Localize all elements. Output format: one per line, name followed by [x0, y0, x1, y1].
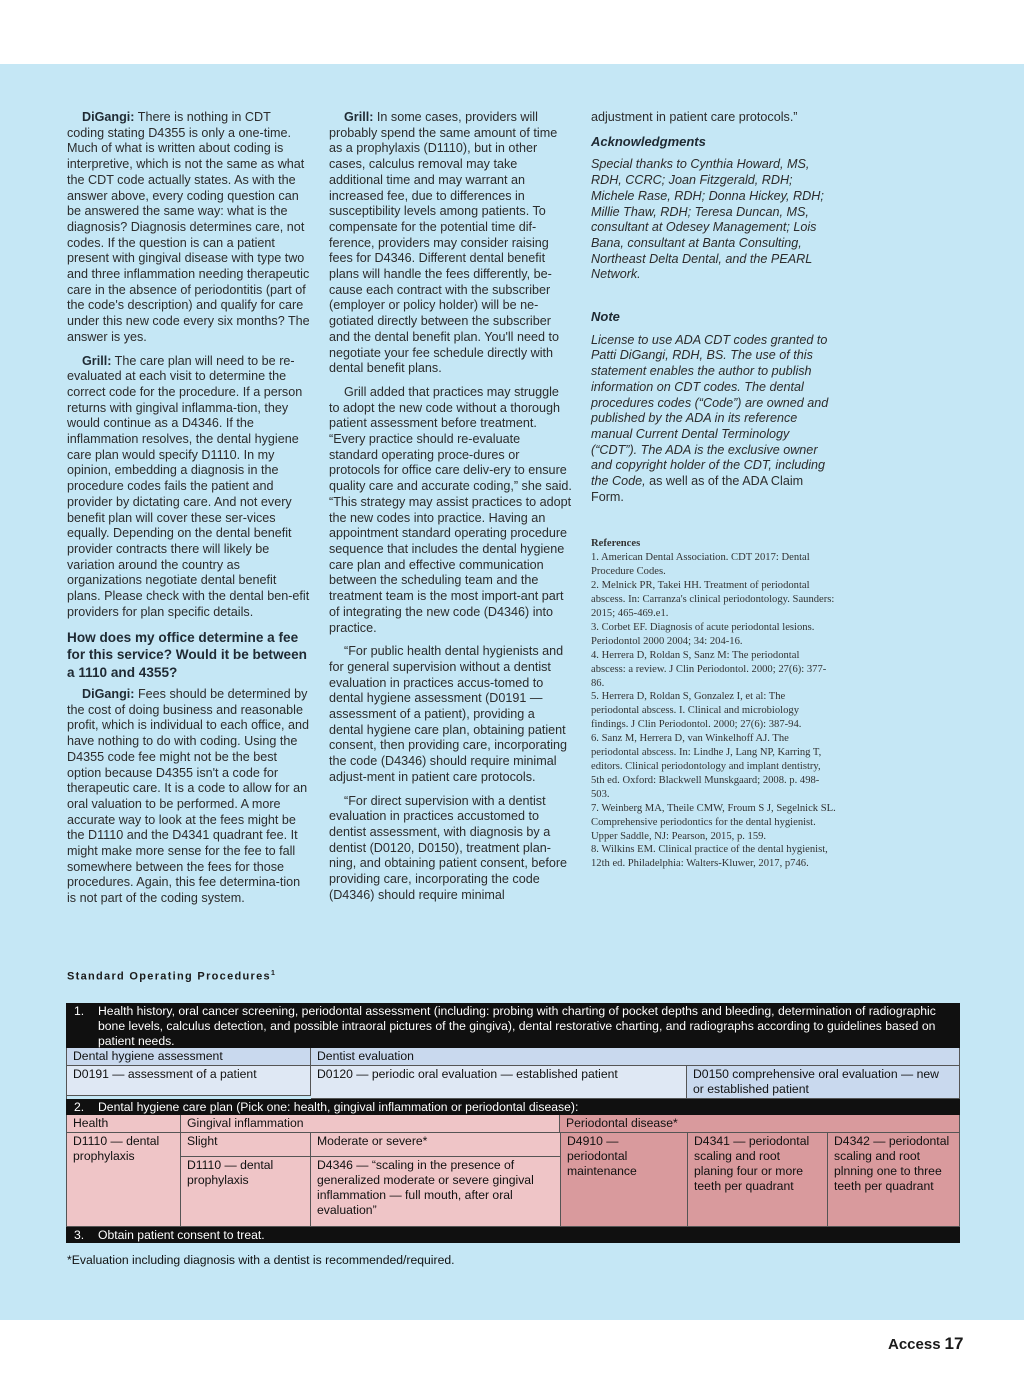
- d1110-slight-cell: D1110 — dental prophylaxis: [181, 1157, 311, 1227]
- reference-item: 8. Wilkins EM. Clinical practice of the dental hygienist, 12th ed. Philadelphia: Walters-Kluwer, 2017, p746.: [591, 844, 828, 870]
- step-3-row: [66, 1227, 960, 1243]
- speaker: Grill:: [82, 353, 112, 368]
- note-plain: as well as of the ADA Claim Form.: [591, 474, 804, 504]
- speaker: DiGangi:: [82, 110, 135, 124]
- d4341-cell: D4341 — periodontal scaling and root planing four or more teeth per quadrant: [688, 1133, 828, 1227]
- reference-item: 6. Sanz M, Herrera D, van Winkelhoff AJ. The periodontal abscess. In: Lindhe J, Lang NP, Karring T, editors. Clinical periodontology and implant dentistry, 5th ed. Oxford: Blackwell Munskgaard; 2008. p. 498-503.: [591, 733, 822, 800]
- step-2-row: [66, 1099, 960, 1115]
- reference-item: 5. Herrera D, Roldan S, Gonzalez I, et al: The periodontal abscess. I. Clinical and microbiology findings. J Clin Periodontol. 2000; 27(6): 387-94.: [591, 691, 802, 731]
- paragraph-text: In some cases, providers will probably spend the same amount of time as a prophylaxis (D1110), but in other cases, calculus removal may take additional time and may warrant an increased fee, due to differences in susceptibility levels among patients. To compensate for the potential time dif-ference, providers may consider raising fees for D4346. Different dental benefit plans will handle the fees differently, be-cause each contract with the subscriber (employer or policy holder) will be ne-gotiated directly between the subscriber and the dental benefit plan. You'll need to negotiate your fee schedule directly with dental benefit plans.: [329, 110, 559, 376]
- gingival-inflammation-header: Gingival inflammation: [181, 1115, 560, 1133]
- references-heading: References: [591, 538, 641, 550]
- d0150-cell: D0150 comprehensive oral evaluation — new or established patient: [687, 1066, 959, 1099]
- paragraph: [67, 687, 310, 907]
- gingival-subtable: [181, 1133, 561, 1227]
- paragraph-text: The care plan will need to be re-evaluated at each visit to determine the correct code for the procedure. If a person returns with gingival inflamma-tion, they would continue as a D4346. If the inflammation resolves, the dental hygiene care plan would specify D1110. In my opinion, embedding a diagnosis in the procedure codes fails the patient and provider by dictating care. And not every benefit plan will cover these ser-vices equally. Depending on the dental benefit provider contracts there will likely be variation around the country as organizations negotiate dental benefit plans. Please check with the dental ben-efit providers for plan specific details.: [67, 353, 310, 619]
- step-number: 3.: [74, 1228, 85, 1242]
- paragraph: “For direct supervision with a dentist evaluation in practices accustomed to dentist assessment, with diagnosis by a dentist (D0120, D0150), treatment plan-ning, and obtaining patient consent, before providing care, incorporating the code (D4346) should require minimal: [329, 793, 568, 902]
- care-plan-header-row: [66, 1115, 960, 1133]
- paragraph-text: Fees should be determined by the cost of doing business and reasonable profit, which is individual to each office, and have nothing to do with coding. Using the D4355 code fee might not be the best option because D4355 isn't a code for therapeutic care. It is a code to allow for an oral valuation to be performed. A more accurate way to look at the fees might be the D1110 and the D4341 quadrant fee. It might make more sense for the fee to fall somewhere between the fees for those procedures. Again, this fee determina-tion is not part of the coding system.: [67, 687, 309, 906]
- periodontal-disease-header: Periodontal disease*: [560, 1115, 959, 1133]
- page-number: 17: [944, 1334, 964, 1353]
- step-number: 1.: [74, 1004, 85, 1018]
- speaker: DiGangi:: [82, 687, 135, 701]
- step-number: 2.: [74, 1100, 85, 1114]
- step-text: Obtain patient consent to treat.: [98, 1228, 265, 1242]
- d4910-cell: D4910 — periodontal maintenance: [561, 1133, 688, 1227]
- acknowledgments-heading: Acknowledgments: [591, 133, 706, 149]
- d0120-cell: D0120 — periodic oral evaluation — established patient: [311, 1066, 687, 1099]
- dentist-evaluation-header: Dentist evaluation: [311, 1048, 959, 1066]
- step-1-row: [66, 1003, 960, 1048]
- reference-item: 4. Herrera D, Roldan S, Sanz M: The periodontal abscess: a review. J Clin Periodontol. 2000; 27(6): 377-86.: [591, 649, 827, 689]
- note-heading: Note: [591, 309, 620, 325]
- paragraph: [67, 110, 310, 346]
- hygiene-assessment-header: Dental hygiene assessment: [67, 1048, 311, 1066]
- speaker: Grill:: [344, 110, 374, 124]
- question-heading: How does my office determine a fee for this service? Would it be between a 1110 and 4355?: [67, 629, 307, 680]
- step-text: Dental hygiene care plan (Pick one: health, gingival inflammation or periodontal disease):: [98, 1100, 579, 1114]
- table-footnote: *Evaluation including diagnosis with a dentist is recommended/required.: [67, 1253, 455, 1267]
- paragraph: adjustment in patient care protocols.”: [591, 110, 798, 124]
- reference-item: 1. American Dental Association. CDT 2017: Dental Procedure Codes.: [591, 552, 810, 578]
- assessment-header-row: [66, 1048, 960, 1066]
- paragraph: Grill added that practices may struggle to adopt the new code without a thorough patient assessment before treatment. “Every practice should re-evaluate standard operating proce-dures or protocols for office care deliv-ery to ensure quality care and accurate coding,” she said. “This strategy may assist practices to adopt the new codes into practice. Having an appointment standard operating procedure sequence that includes the dental hygiene care plan and effective communication between the scheduling team and the treatment team is the most import-ant part of integrating the new code (D4346) into practice.: [329, 384, 572, 635]
- reference-item: 7. Weinberg MA, Theile CMW, Froum S J, Segelnick SL. Comprehensive periodontics for the dental hygienist. Upper Saddle, NJ: Pearson, 2015, p. 159.: [591, 802, 836, 842]
- paragraph: [67, 354, 310, 621]
- sop-table: [66, 1003, 960, 1243]
- slight-header: Slight: [181, 1133, 311, 1157]
- acknowledgments-text: Special thanks to Cynthia Howard, MS, RDH, CCRC; Joan Fitzgerald, RDH; Michele Rase, RDH; Donna Hickey, RDH; Millie Thaw, RDH; Teresa Duncan, MS, consultant at Odesey Management; Lois Bana, consultant at Banta Consulting, Northeast Delta Dental, and the PEARL Network.: [591, 157, 824, 282]
- magazine-name: Access: [888, 1336, 941, 1353]
- d1110-health-cell: D1110 — dental prophylaxis: [67, 1133, 181, 1227]
- d4346-cell: D4346 — “scaling in the presence of generalized moderate or severe gingival inflammation — full mouth, after oral evaluation”: [311, 1157, 560, 1227]
- assessment-codes-row: [66, 1066, 960, 1099]
- paragraph: “For public health dental hygienists and for general supervision without a dentist evaluation in practices accus-tomed to dental hygiene assessment (D0191 — assessment of a patient), providing a dental hygiene care plan, obtaining patient consent, then providing care, incorporating the code (D4346) should require minimal adjust-ment in patient care protocols.: [329, 644, 568, 784]
- paragraph-text: There is nothing in CDT coding stating D4355 is only a one-time. Much of what is written about coding is interpretive, which is not the same as what the CDT code actually states. As with the answer above, every coding question can be answered the same way: what is the diagnosis? Diagnosis determines care, not codes. If the question is can a patient present with gingival disease with type two and three inflammation needing therapeutic care in the absence of periodontitis (part of the code's description) and qualify for care under this new code every six months? The answer is yes.: [67, 110, 310, 344]
- step-text: Health history, oral cancer screening, periodontal assessment (including: probing with charting of pocket depths and bleeding, determination of radiographic bone levels, calculus detection, and possible intraoral pictures of the gingiva), dental restorative charting, and radiographs according to guidelines based on patient needs.: [98, 1004, 936, 1048]
- sop-title-text: Standard Operating Procedures: [67, 970, 271, 983]
- column-3: [591, 110, 836, 871]
- sop-title-sup: 1: [270, 970, 277, 977]
- health-header: Health: [67, 1115, 181, 1133]
- gingival-subheader-row: [181, 1133, 560, 1157]
- reference-item: 2. Melnick PR, Takei HH. Treatment of periodontal abscess. In: Carranza's clinical periodontology. Saunders: 2015; 465-469.e1.: [591, 580, 835, 619]
- references: [591, 537, 836, 871]
- sop-title: [67, 970, 276, 983]
- column-2: [329, 110, 572, 911]
- page-folio: [888, 1334, 963, 1354]
- reference-item: 3. Corbet EF. Diagnosis of acute periodontal lesions. Periodontol 2000 2004; 34: 204-16.: [591, 621, 815, 647]
- care-plan-codes-row: [66, 1133, 960, 1227]
- d0191-cell: D0191 — assessment of a patient: [67, 1066, 311, 1096]
- paragraph: [329, 110, 572, 377]
- moderate-severe-header: Moderate or severe*: [311, 1133, 560, 1157]
- column-1: [67, 110, 310, 915]
- d4342-cell: D4342 — periodontal scaling and root plnning one to three teeth per quadrant: [828, 1133, 959, 1227]
- note-text: [591, 333, 836, 506]
- note-italic: License to use ADA CDT codes granted to Patti DiGangi, RDH, BS. The use of this statement enables the author to publish information on CDT codes. The dental procedures codes (“Code”) are owned and published by the ADA in its reference manual Current Dental Terminology (“CDT”). The ADA is the exclusive owner and copyright holder of the CDT, including the Code,: [591, 332, 829, 489]
- gingival-codes-row: [181, 1157, 560, 1227]
